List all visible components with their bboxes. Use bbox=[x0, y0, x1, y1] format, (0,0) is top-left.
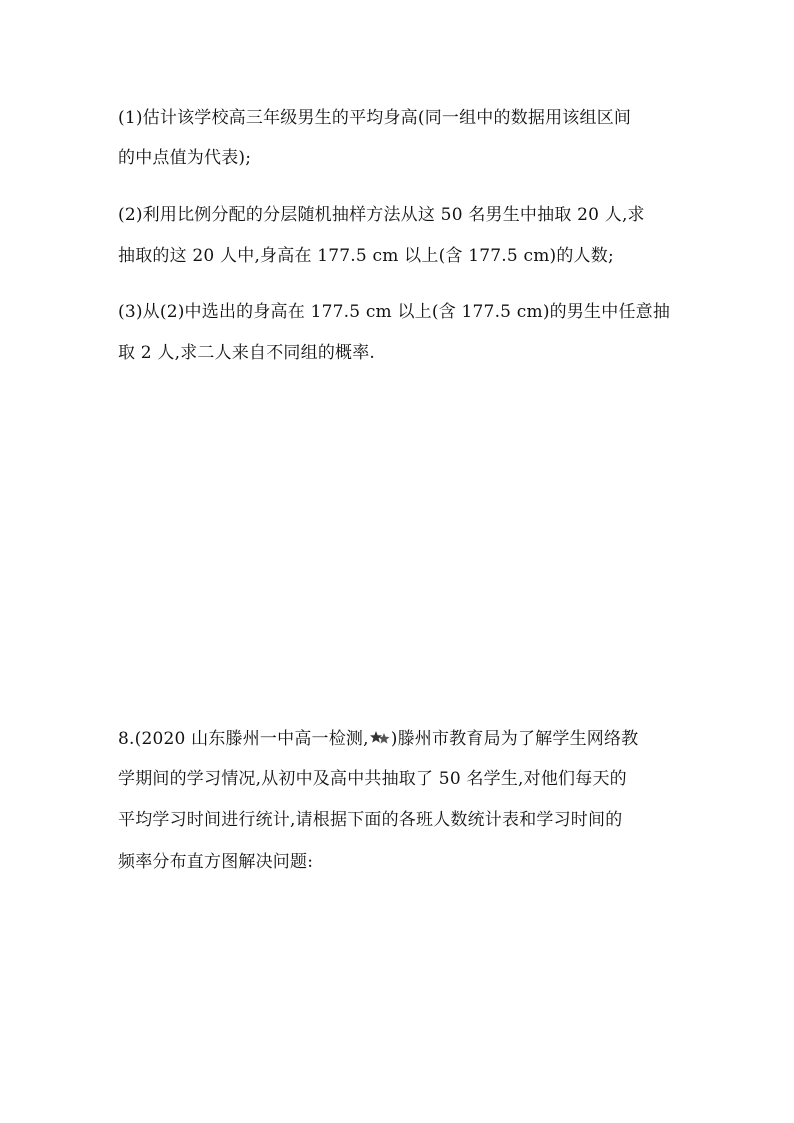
question-8-line-4: 频率分布直方图解决问题: bbox=[118, 852, 314, 872]
question-8-line-1 bbox=[118, 727, 638, 751]
two-star-icon bbox=[370, 730, 390, 746]
part-3-line-2: 取 2 人,求二人来自不同组的概率. bbox=[118, 343, 376, 363]
part-2-line-1: (2)利用比例分配的分层随机抽样方法从这 50 名男生中抽取 20 人,求 bbox=[118, 205, 645, 225]
question-8-source: 8.(2020 山东滕州一中高一检测, bbox=[118, 729, 369, 749]
part-1-line-2: 的中点值为代表); bbox=[118, 148, 252, 168]
part-2-line-2: 抽取的这 20 人中,身高在 177.5 cm 以上(含 177.5 cm)的人数; bbox=[118, 246, 614, 266]
part-1-line-1: (1)估计该学校高三年级男生的平均身高(同一组中的数据用该组区间 bbox=[118, 108, 632, 128]
question-8-line-2: 学期间的学习情况,从初中及高中共抽取了 50 名学生,对他们每天的 bbox=[118, 769, 627, 789]
part-3-line-1: (3)从(2)中选出的身高在 177.5 cm 以上(含 177.5 cm)的男生中任意抽 bbox=[118, 302, 671, 322]
question-8-intro: )滕州市教育局为了解学生网络教 bbox=[390, 729, 639, 749]
question-8-line-3: 平均学习时间进行统计,请根据下面的各班人数统计表和学习时间的 bbox=[118, 810, 623, 830]
